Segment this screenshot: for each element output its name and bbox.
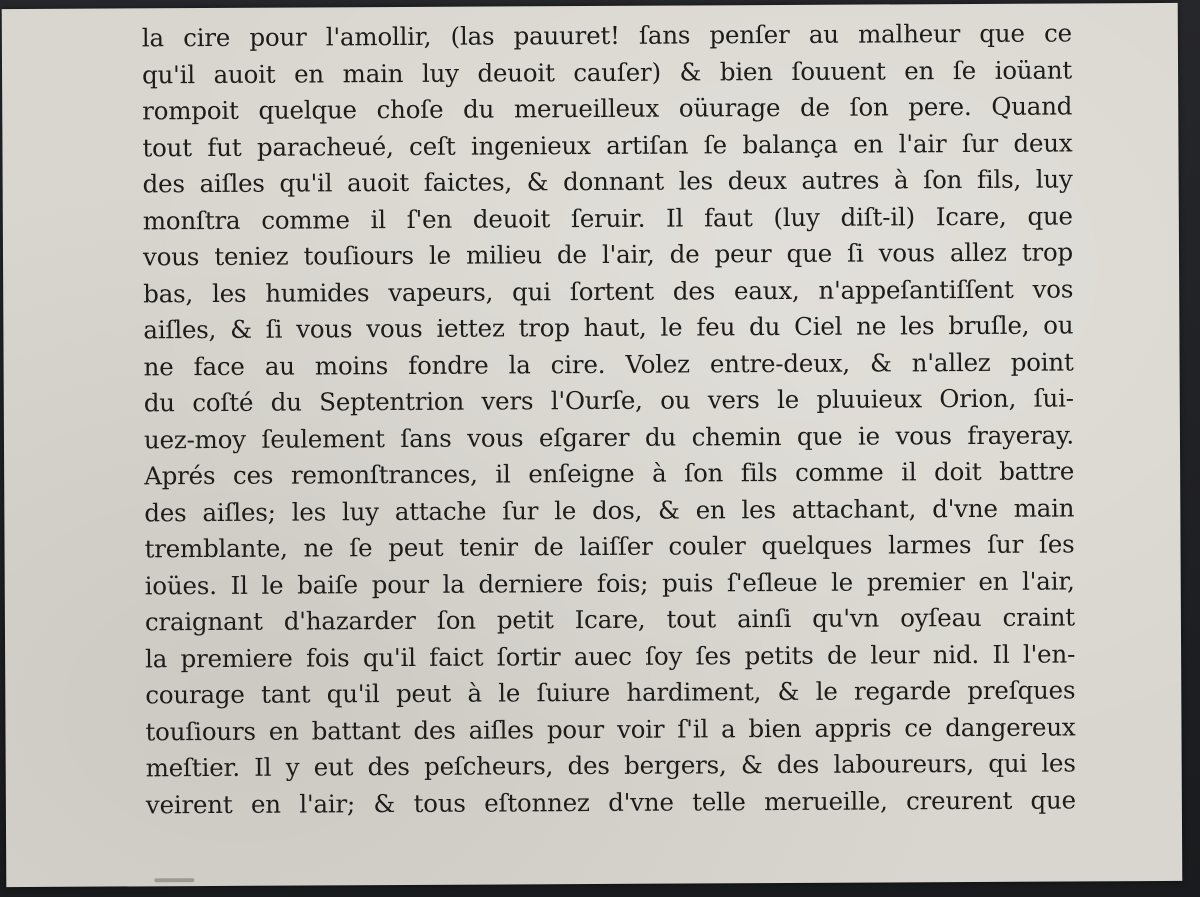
text-line: monſtra comme il ſ'en deuoit ſeruir. Il faut (luy diſt-il) Icare, que <box>142 200 1073 235</box>
text-line: touſiours en battant des aiſles pour voir ſ'il a bien appris ce dangereux <box>145 711 1076 746</box>
text-line: ioües. Il le baiſe pour la derniere fois; puis ſ'eſleue le premier en l'air, <box>144 565 1075 600</box>
text-line: Aprés ces remonſtrances, il enſeigne à ſon fils comme il doit battre <box>144 456 1075 491</box>
cut-off-text-fragment <box>154 878 214 887</box>
text-line: rompoit quelque choſe du merueilleux oüurage de ſon pere. Quand <box>142 91 1073 126</box>
text-line: du coſté du Septentrion vers l'Ourſe, ou vers le pluuieux Orion, ſui- <box>143 383 1074 418</box>
text-line: tremblante, ne ſe peut tenir de laiſſer couler quelques larmes ſur ſes <box>144 529 1075 564</box>
text-line: uez-moy ſeulement ſans vous eſgarer du chemin que ie vous frayeray. <box>143 419 1075 454</box>
text-line: des aiſles qu'il auoit faictes, & donnant les deux autres à ſon fils, luy <box>142 164 1073 199</box>
text-line: des aiſles; les luy attache ſur le dos, & en les attachant, d'vne main <box>144 492 1075 527</box>
text-line: bas, les humides vapeurs, qui ſortent des eaux, n'appeſantiſſent vos <box>143 273 1074 308</box>
text-line: courage tant qu'il peut à le ſuiure hardiment, & le regarde preſques <box>145 675 1076 710</box>
page-text <box>142 15 1076 823</box>
text-line: meſtier. Il y eut des peſcheurs, des bergers, & des laboureurs, qui les <box>145 748 1076 783</box>
text-line: la cire pour l'amollir, (las pauuret! ſans penſer au malheur que ce <box>141 18 1072 53</box>
text-line: ne face au moins fondre la cire. Volez entre-deux, & n'allez point <box>143 346 1074 381</box>
text-line: qu'il auoit en main luy deuoit cauſer) & bien ſouuent en ſe ioüant <box>141 54 1073 89</box>
text-line: aiſles, & ſi vous vous iettez trop haut, le feu du Ciel ne les bruſle, ou <box>143 310 1074 345</box>
text-line: vous teniez touſiours le milieu de l'air, de peur que ſi vous allez trop <box>142 237 1074 272</box>
text-line: craignant d'hazarder ſon petit Icare, tout ainſi qu'vn oyſeau craint <box>144 602 1075 637</box>
text-line: la premiere fois qu'il faict ſortir auec ſoy ſes petits de leur nid. Il l'en- <box>145 638 1076 673</box>
text-line: tout fut paracheué, ceſt ingenieux artiſan ſe balança en l'air ſur deux <box>142 127 1073 162</box>
text-line: veirent en l'air; & tous eſtonnez d'vne telle merueille, creurent que <box>145 784 1076 819</box>
printed-page <box>2 3 1183 887</box>
